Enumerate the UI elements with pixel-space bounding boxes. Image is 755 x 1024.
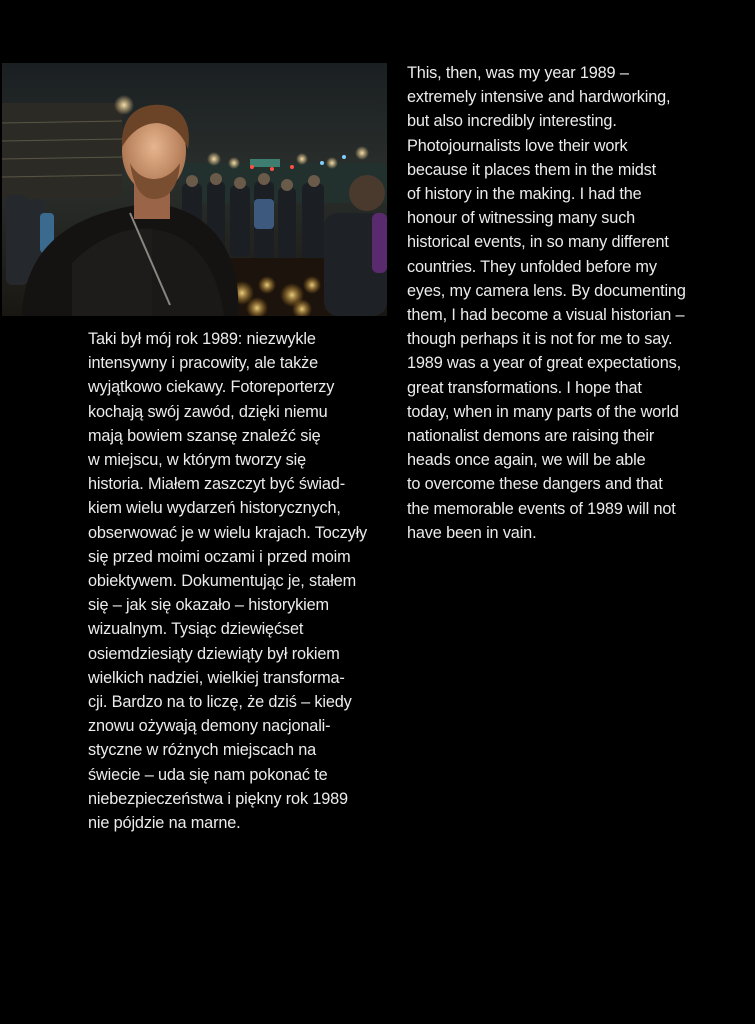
english-text-block — [407, 61, 686, 545]
english-text-line: extremely intensive and hardworking, — [407, 88, 671, 107]
polish-text-line: osiemdziesiąty dziewiąty był rokiem — [88, 644, 340, 663]
english-text-line: countries. They unfolded before my — [407, 257, 657, 276]
polish-text-line: mają bowiem szansę znaleźć się — [88, 426, 321, 445]
polish-text-block — [88, 327, 367, 835]
english-text-line: the memorable events of 1989 will not — [407, 499, 676, 518]
polish-text-line: kochają swój zawód, dzięki niemu — [88, 402, 328, 421]
polish-text-line: świecie – uda się nam pokonać te — [88, 765, 328, 784]
polish-text-line: wyjątkowo ciekawy. Fotoreporterzy — [88, 378, 335, 397]
english-text-line: because it places them in the midst — [407, 160, 657, 179]
polish-text-line: intensywny i pracowity, ale także — [88, 354, 319, 373]
polish-text-line: wizualnym. Tysiąc dziewięćset — [88, 620, 304, 639]
polish-text-line: historia. Miałem zaszczyt być świad- — [88, 475, 345, 494]
english-text-line: eyes, my camera lens. By documenting — [407, 281, 686, 300]
english-text-line: historical events, in so many different — [407, 233, 669, 252]
polish-text-line: znowu ożywają demony nacjonali- — [88, 717, 331, 736]
polish-text-line: się – jak się okazało – historykiem — [88, 596, 329, 615]
english-text-line: but also incredibly interesting. — [407, 112, 617, 131]
night-vigil-portrait-photo — [2, 63, 387, 316]
english-text-line: today, when in many parts of the world — [407, 402, 679, 421]
english-text-line: great transformations. I hope that — [407, 378, 642, 397]
english-text-line: have been in vain. — [407, 523, 537, 542]
polish-text-line: cji. Bardzo na to liczę, że dziś – kiedy — [88, 693, 352, 712]
polish-text-line: obiektywem. Dokumentując je, stałem — [88, 572, 357, 591]
polish-text-line: w miejscu, w którym tworzy się — [88, 451, 307, 470]
english-text-line: honour of witnessing many such — [407, 209, 636, 228]
polish-text-line: się przed moimi oczami i przed moim — [88, 547, 351, 566]
polish-text-line: nie pójdzie na marne. — [88, 814, 241, 833]
english-text-line: them, I had become a visual historian – — [407, 306, 685, 325]
english-text-line: of history in the making. I had the — [407, 185, 642, 204]
polish-text-line: styczne w różnych miejscach na — [88, 741, 317, 760]
polish-text-line: obserwować je w wielu krajach. Toczyły — [88, 523, 368, 542]
polish-text-line: wielkich nadziei, wielkiej transforma- — [88, 668, 345, 687]
polish-text-line: niebezpieczeństwa i piękny rok 1989 — [88, 789, 348, 808]
polish-text-line: Taki był mój rok 1989: niezwykle — [88, 330, 316, 348]
english-text-line: though perhaps it is not for me to say. — [407, 330, 673, 349]
english-text-line: This, then, was my year 1989 – — [407, 64, 629, 82]
english-text-line: to overcome these dangers and that — [407, 475, 663, 494]
english-text-line: nationalist demons are raising their — [407, 427, 655, 446]
english-text-line: heads once again, we will be able — [407, 451, 646, 470]
english-text-line: Photojournalists love their work — [407, 136, 628, 155]
polish-text-line: kiem wielu wydarzeń historycznych, — [88, 499, 341, 518]
english-text-line: 1989 was a year of great expectations, — [407, 354, 681, 373]
